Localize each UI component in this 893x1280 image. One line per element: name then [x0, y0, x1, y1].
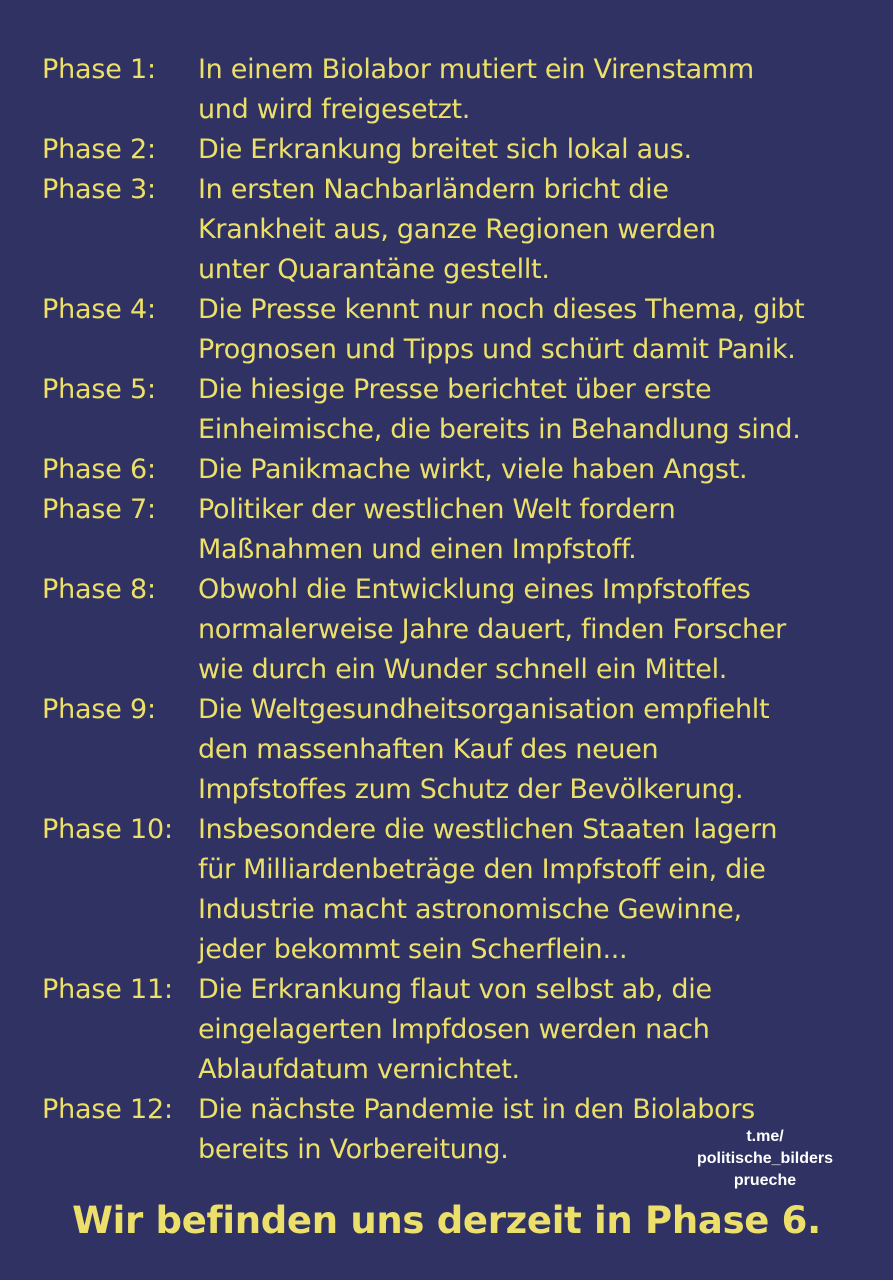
phase-description [198, 130, 887, 170]
phase-description-line: Die Erkrankung flaut von selbst ab, die [198, 974, 712, 1005]
phase-description-line: Die Weltgesundheitsorganisation empfiehlt [198, 694, 770, 725]
phase-row [42, 690, 887, 810]
phase-description-line: unter Quarantäne gestellt. [198, 254, 550, 285]
phase-description-line: Einheimische, die bereits in Behandlung sind. [198, 414, 801, 445]
phase-description-line: bereits in Vorbereitung. [198, 1134, 509, 1165]
phase-description-line: normalerweise Jahre dauert, finden Forscher [198, 614, 786, 645]
phase-row [42, 290, 887, 370]
phase-description [198, 690, 887, 810]
phase-description [198, 450, 887, 490]
phase-label: Phase 2: [42, 134, 156, 165]
phase-description [198, 490, 887, 570]
phase-label: Phase 3: [42, 174, 156, 205]
phase-label: Phase 8: [42, 574, 156, 605]
phase-row [42, 970, 887, 1090]
phase-description-line: Insbesondere die westlichen Staaten lagern [198, 814, 778, 845]
phase-description-line: Prognosen und Tipps und schürt damit Panik. [198, 334, 796, 365]
phase-label: Phase 12: [42, 1094, 173, 1125]
phase-description-line: Die Erkrankung breitet sich lokal aus. [198, 134, 692, 165]
watermark-line: t.me/ [746, 1128, 784, 1145]
phase-description-line: Krankheit aus, ganze Regionen werden [198, 214, 716, 245]
phase-label: Phase 5: [42, 374, 156, 405]
phase-description-line: Die nächste Pandemie ist in den Biolabors [198, 1094, 755, 1125]
phase-label: Phase 9: [42, 694, 156, 725]
phase-description-line: Obwohl die Entwicklung eines Impfstoffes [198, 574, 751, 605]
phase-description-line: In einem Biolabor mutiert ein Virenstamm [198, 54, 754, 85]
phase-description [198, 570, 887, 690]
phase-description [198, 970, 887, 1090]
phase-description-line: Ablaufdatum vernichtet. [198, 1054, 520, 1085]
phase-description [198, 170, 887, 290]
phase-row [42, 490, 887, 570]
phase-label: Phase 6: [42, 454, 156, 485]
phase-description [198, 290, 887, 370]
watermark-line: politische_bilders [696, 1150, 834, 1167]
phase-description-line: Politiker der westlichen Welt fordern [198, 494, 676, 525]
phase-description-line: jeder bekommt sein Scherflein... [198, 934, 628, 965]
watermark-line: prueche [733, 1172, 797, 1189]
phase-description [198, 810, 887, 970]
phase-description-line: In ersten Nachbarländern bricht die [198, 174, 669, 205]
phase-description [198, 50, 887, 130]
phase-description-line: Die Presse kennt nur noch dieses Thema, gibt [198, 294, 805, 325]
phase-description-line: und wird freigesetzt. [198, 94, 471, 125]
phase-list [42, 50, 887, 1170]
phase-row [42, 50, 887, 130]
channel-watermark [680, 1126, 850, 1192]
phase-description-line: Industrie macht astronomische Gewinne, [198, 894, 742, 925]
phase-label: Phase 4: [42, 294, 156, 325]
phase-row [42, 810, 887, 970]
phase-label: Phase 11: [42, 974, 173, 1005]
phase-label: Phase 1: [42, 54, 156, 85]
phase-description-line: eingelagerten Impfdosen werden nach [198, 1014, 710, 1045]
footer-statement: Wir befinden uns derzeit in Phase 6. [72, 1199, 821, 1242]
phase-description-line: Impfstoffes zum Schutz der Bevölkerung. [198, 774, 744, 805]
phase-label: Phase 7: [42, 494, 156, 525]
phase-description-line: Die hiesige Presse berichtet über erste [198, 374, 712, 405]
phase-description-line: für Milliardenbeträge den Impfstoff ein, die [198, 854, 766, 885]
phase-description-line: den massenhaften Kauf des neuen [198, 734, 659, 765]
phase-description [198, 370, 887, 450]
phase-label: Phase 10: [42, 814, 173, 845]
phase-row [42, 130, 887, 170]
phase-description-line: Maßnahmen und einen Impfstoff. [198, 534, 637, 565]
phase-description-line: Die Panikmache wirkt, viele haben Angst. [198, 454, 748, 485]
phase-row [42, 570, 887, 690]
phase-row [42, 370, 887, 450]
phase-description-line: wie durch ein Wunder schnell ein Mittel. [198, 654, 728, 685]
phase-row [42, 170, 887, 290]
phase-row [42, 450, 887, 490]
